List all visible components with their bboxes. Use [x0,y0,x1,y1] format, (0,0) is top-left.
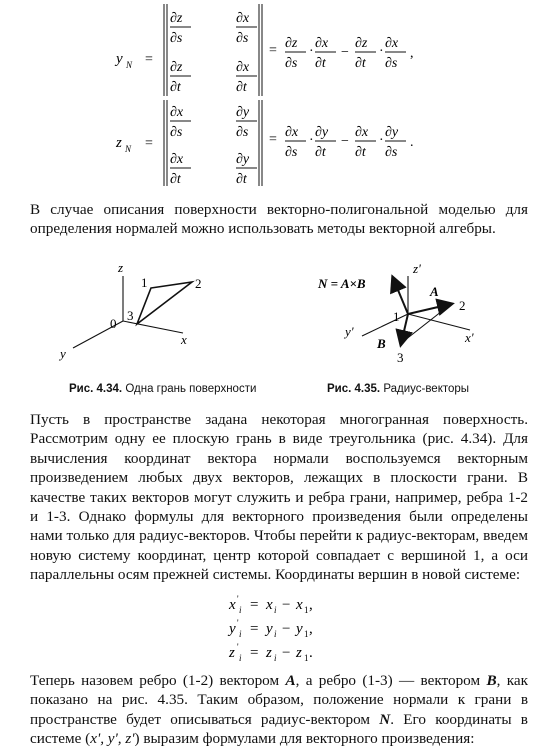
fig34-label-y: y [60,346,66,361]
svg-text:=: = [269,43,277,58]
eq-yn-r2-den: ∂t [315,56,326,71]
caption-fig-4-35-text: Радиус-векторы [383,383,470,395]
eq-yn-r3-den: ∂t [355,56,366,71]
paragraph-vectors [30,671,528,749]
fig35-label-v2: 2 [459,298,466,313]
fig34-label-v2: 2 [195,276,202,291]
eq-zn-m21-num: ∂x [170,152,184,167]
coord-row-z [228,642,313,663]
eq-yn-m12-num: ∂x [236,11,250,26]
fig35-label-y: y' [345,324,354,339]
eq-zn-m22-num: ∂y [236,152,250,167]
fig35-label-z: z' [413,261,421,276]
fig35-label-x: x' [465,330,474,345]
eq-yn-r1-den: ∂s [285,56,298,71]
svg-text:=: = [250,597,259,613]
eq-zn-r2-num: ∂y [315,125,329,140]
svg-text:y: y [229,621,236,637]
caption-fig-4-34-text: Одна грань поверхности [125,383,257,395]
svg-text:i: i [239,605,242,615]
eq-zn-m22-den: ∂t [236,172,247,187]
fig35-label-v1: 1 [393,309,400,324]
para3-system: x', y', z' [90,730,135,748]
eq-zn-r4-den: ∂s [385,145,398,160]
eq-zn-sub: N [125,144,132,154]
svg-text:,: , [309,621,313,637]
paragraph-intro: В случае описания поверхности векторно-полигональной моделью для определения нормалей можно использовать методы векторной алгебры. [30,201,528,238]
eq-zn-m12-num: ∂y [236,105,250,120]
paragraph-main: Пусть в пространстве задана некоторая многогранная поверхность. Рассмотрим одну ее плоскую грань в виде треугольника (рис. 4.34). Для вычисления координат вектора нормали воспользуемся векторным произведением любых двух векторов, лежащих в плоскости грани. В качестве таких векторов могут служить и ребра грани, например, ребра 1-2 и 1-3. Однако формулы для векторного произведения были определены нами только для радиус-векторов. Чтобы перейти к радиус-векторам, введем новую систему координат, центр которой совпадает с вершиной 1, а оси параллельны осям прежней системы. Координаты вершин в новой системе: [30,411,528,584]
para3-text-3: , как показано на рис. 4.35. Таким образом, положение нормали к грани в пространстве будет описываться радиус-вектором [30,672,528,728]
eq-zn-lhs: z [116,135,122,151]
svg-text:i: i [274,653,277,663]
para3-text-1: Теперь назовем ребро (1-2) вектором [30,672,286,689]
fig34-label-v1: 1 [141,275,148,290]
eq-zn-m11-num: ∂x [170,105,184,120]
eq-zn-r3-den: ∂t [355,145,366,160]
svg-text:=: = [250,645,259,661]
svg-text:x: x [229,597,236,613]
fig35-formula: N = A×B [318,276,366,291]
para3-vector-a: A [285,672,296,689]
para3-vector-n: N [379,710,391,728]
fig35-label-v3: 3 [397,350,404,365]
para3-text-2: , а ребро (1-3) — вектором [295,672,487,689]
para3-text-4: . Его координаты в системе ( [30,710,528,748]
fig35-label-b: B [377,336,386,351]
fig34-label-z: z [118,260,124,275]
coord-row-y [227,618,313,639]
fig34-label-origin: 0 [110,316,117,331]
svg-text:.: . [309,645,313,661]
svg-text:−: − [341,134,349,149]
svg-text:·: · [379,44,384,59]
eq-zn-r3-num: ∂x [355,125,369,140]
para3-vector-b: B [486,672,497,689]
eq-yn-m11-num: ∂z [170,11,183,26]
svg-text:': ' [237,618,239,628]
svg-text:z: z [229,645,235,661]
svg-text:i: i [239,653,242,663]
fig34-label-x: x [181,332,187,347]
caption-fig-4-35-number: Рис. 4.35. [327,383,381,395]
eq-yn-sub: N [126,60,133,70]
eq-zn-m21-den: ∂t [170,172,181,187]
eq-zn-m12-den: ∂s [236,125,249,140]
svg-text:=: = [269,132,277,147]
svg-text:y: y [296,621,303,637]
eq-zn-r2-den: ∂t [315,145,326,160]
svg-text:·: · [309,133,314,148]
svg-text:': ' [237,642,239,652]
svg-text:i: i [274,605,277,615]
eq-yn-m21-den: ∂t [170,80,181,95]
fig34-label-v3: 3 [127,308,134,323]
svg-text:=: = [250,621,259,637]
svg-text:·: · [379,133,384,148]
svg-text:y: y [266,621,273,637]
eq-yn-r3-num: ∂z [355,36,368,51]
eq-yn-m22-num: ∂x [236,60,250,75]
eq-yn-r2-num: ∂x [315,36,329,51]
svg-text:−: − [341,45,349,60]
svg-text:i: i [274,629,277,639]
eq-yn-m21-num: ∂z [170,60,183,75]
eq-yn-m22-den: ∂t [236,80,247,95]
svg-text:=: = [145,136,153,151]
svg-text:−: − [282,621,291,637]
eq-yn-end: , [410,46,414,61]
svg-text:x: x [296,597,303,613]
eq-yn-r4-num: ∂x [385,36,399,51]
caption-fig-4-34-number: Рис. 4.34. [69,383,123,395]
eq-yn-r1-num: ∂z [285,36,298,51]
eq-yn-m11-den: ∂s [170,31,183,46]
svg-text:x: x [266,597,273,613]
eq-zn-m11-den: ∂s [170,125,183,140]
eq-zn-r1-num: ∂x [285,125,299,140]
eq-yn-equals: = [145,52,153,67]
svg-text:z: z [296,645,302,661]
svg-text:1: 1 [304,629,309,639]
svg-text:1: 1 [304,605,309,615]
svg-text:': ' [237,594,239,604]
svg-text:i: i [239,629,242,639]
svg-text:z: z [266,645,272,661]
svg-text:−: − [282,597,291,613]
svg-text:,: , [309,597,313,613]
eq-zn-r4-num: ∂y [385,125,399,140]
para3-text-5: ) выразим формулами для векторного произведения: [134,730,475,748]
svg-text:·: · [309,44,314,59]
eq-yn-r4-den: ∂s [385,56,398,71]
eq-yn-m12-den: ∂s [236,31,249,46]
eq-yn-lhs: y [116,51,123,67]
svg-text:1: 1 [304,653,309,663]
fig35-label-a: A [430,284,439,299]
eq-zn-end: . [410,135,414,150]
coord-row-x [228,594,313,615]
eq-zn-r1-den: ∂s [285,145,298,160]
svg-text:−: − [282,645,291,661]
